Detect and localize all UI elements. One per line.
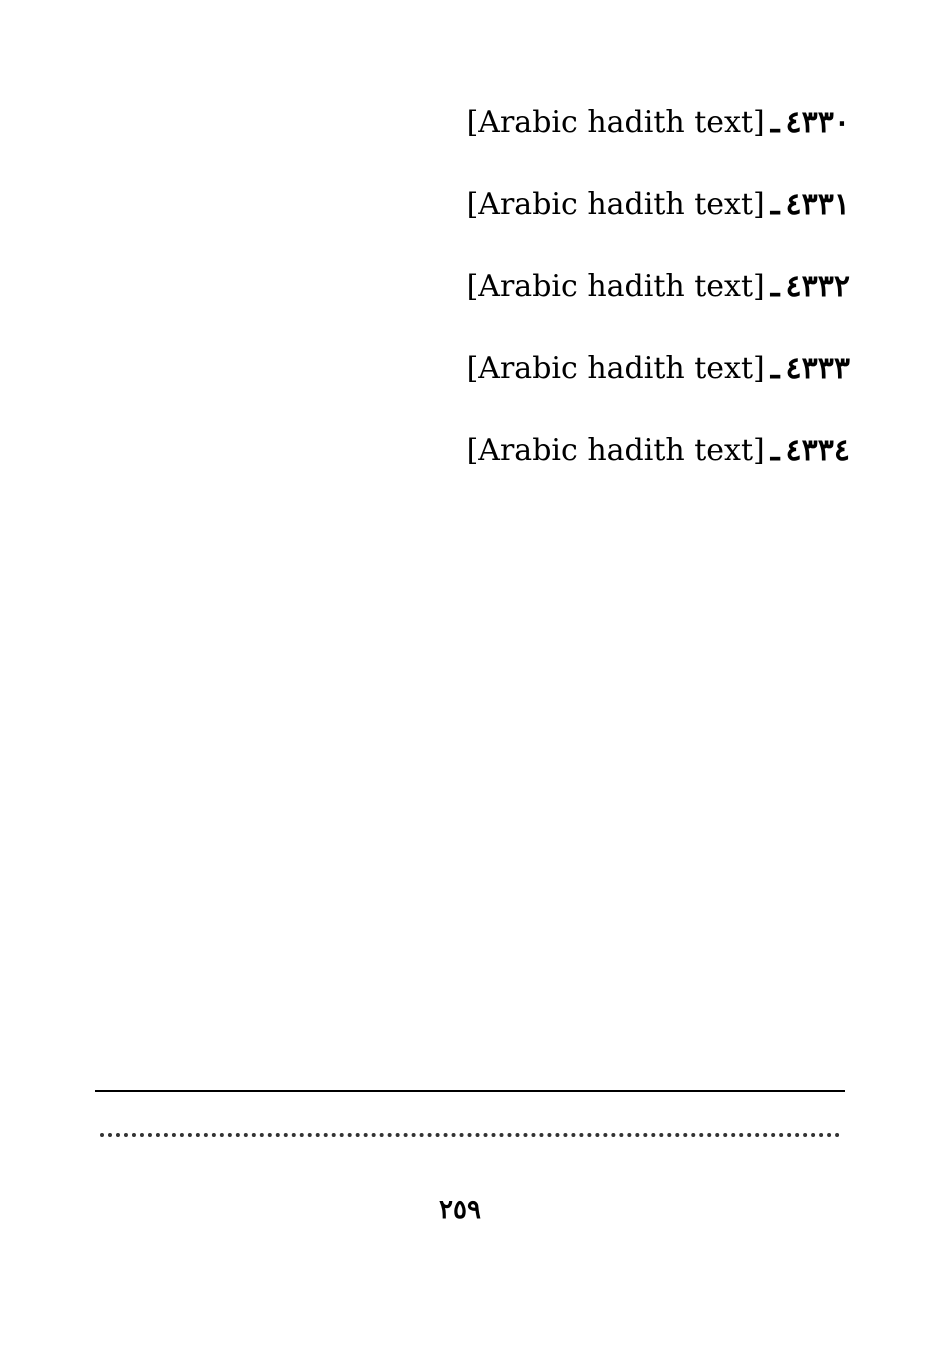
hadith-separator: ـ <box>770 269 780 304</box>
hadith-separator: ـ <box>770 105 780 140</box>
page-number: ٢٥٩ <box>439 1195 481 1225</box>
hadith-text: [Arabic hadith text] <box>466 433 765 468</box>
hadith-number: ٤٣٣٢ <box>785 269 850 304</box>
hadith-entry-4334 <box>70 423 850 479</box>
hadith-text: [Arabic hadith text] <box>466 105 765 140</box>
hadith-number: ٤٣٣٣ <box>785 351 850 386</box>
hadith-text: [Arabic hadith text] <box>466 269 765 304</box>
hadith-entry-4333 <box>70 341 850 397</box>
hadith-text: [Arabic hadith text] <box>466 351 765 386</box>
hadith-number: ٤٣٣١ <box>785 187 850 222</box>
hadith-entry-4332 <box>70 259 850 315</box>
hadith-text: [Arabic hadith text] <box>466 187 765 222</box>
hadith-number: ٤٣٣٠ <box>785 105 850 140</box>
hadith-separator: ـ <box>770 351 780 386</box>
hadith-separator: ـ <box>770 433 780 468</box>
dotted-separator <box>100 1133 840 1137</box>
book-page <box>70 95 850 1255</box>
hadith-separator: ـ <box>770 187 780 222</box>
hadith-number: ٤٣٣٤ <box>785 433 850 468</box>
footnote-divider <box>95 1090 845 1092</box>
hadith-entry-4331 <box>70 177 850 233</box>
hadith-list <box>70 95 850 505</box>
hadith-entry-4330 <box>70 95 850 151</box>
